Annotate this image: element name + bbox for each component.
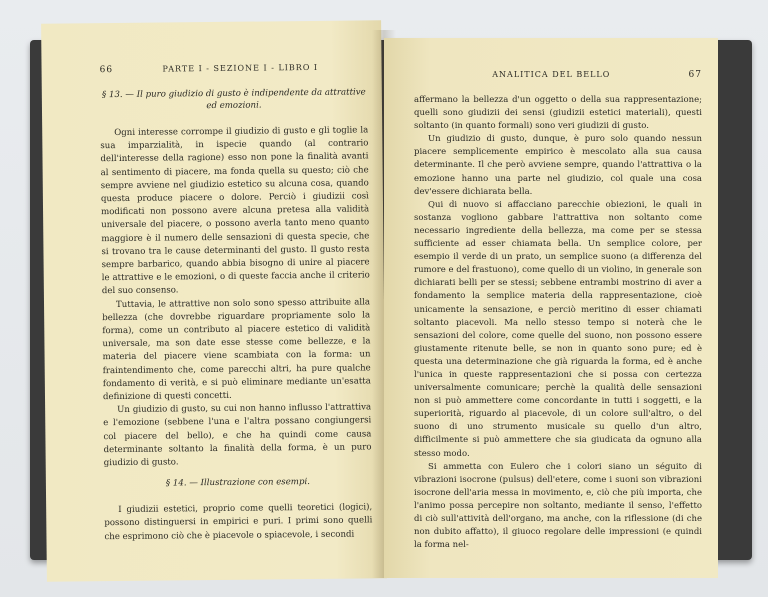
right-running-head: ANALITICA DEL BELLO bbox=[492, 70, 611, 79]
left-running-head: PARTE I - SEZIONE I - LIBRO I bbox=[162, 62, 319, 74]
left-paragraph: Tuttavia, le attrattive non solo sono spesso attribuite alla bellezza (che dovrebbe riguardare propriamente solo la forma), come un contributo al piacere estetico di validità universale, ma son date esse stesse come bellezze, e la materia del piacere viene scambiata con la forma: un fraintendimento che, come parecchi altri, ha pure qualche fondamento di verità, e si può eliminare mediante un'esatta definizione di questi concetti. bbox=[102, 297, 371, 403]
left-page-number: 66 bbox=[99, 65, 114, 76]
right-paragraph: affermano la bellezza d'un oggetto o della sua rappresentazione; quelli sono giudizii dei sensi (giudizii estetici materiali), questi soltanto (in quanto formali) sono veri giudizii di gusto. bbox=[414, 95, 702, 132]
section-13-title: § 13. — Il puro giudizio di gusto è indipendente da attrattive ed emozioni. bbox=[101, 87, 366, 112]
left-page-header bbox=[100, 62, 368, 75]
section-14-title: § 14. — Illustrazione con esempi. bbox=[165, 477, 310, 489]
right-page-header bbox=[414, 70, 702, 80]
right-paragraph: Un giudizio di gusto, dunque, è puro solo quando nessun piacere semplicemente empirico è mescolato alla sua causa determinante. Il che però avviene sempre, quando l'attrattiva o la emozione hanno una parte nel giudizio, col quale una cosa dev'essere dichiarata bella. bbox=[414, 134, 702, 197]
right-page-number: 67 bbox=[688, 70, 702, 80]
right-page bbox=[384, 38, 718, 578]
left-paragraph: Ogni interesse corrompe il giudizio di gusto e gli toglie la sua imparzialità, in ispecie quando (al contrario dell'interesse della ragione) esso non pone la finalità avanti al sentimento di piacere, ma fonda quella su questo; ciò che sempre avviene nel giudizio estetico su alcuna cosa, quando questa produce piacere o dolore. Perciò i giudizii così modificati non possono avere alcuna pretesa alla validità universale del piacere, o possono averla tanto meno quanto maggiore è il numero delle sensazioni di questa specie, che si trovano tra le cause determinanti del gusto. Il gusto resta sempre barbarico, quando abbia bisogno di unire al piacere le attrattive e le emozioni, o di queste faccia anche il criterio del suo consenso. bbox=[100, 125, 370, 297]
left-page bbox=[41, 20, 387, 582]
right-paragraph: Qui di nuovo si affacciano parecchie obiezioni, le quali in sostanza vogliono gabbare l'attrattiva non soltanto come necessario ingrediente della bellezza, ma come per se stessa sufficiente ad esser chiamata bella. Un semplice colore, per esempio il verde di un prato, un semplice suono (a differenza del rumore e del frastuono), come quello di un violino, in generale son dichiarati belli per se stessi; sebbene entrambi mostrino di aver a fondamento la semplice materia della rappresentazione, cioè unicamente la sensazione, e perciò meritino di esser chiamati soltanto piacevoli. Ma nello stesso tempo si noterà che le sensazioni del colore, come quelle del suono, non possono essere giustamente ritenute belle, se non in quanto sono pure; ed è questa una determinazione che già riguarda la forma, ed è anche l'unica in queste rappresentazioni che si possa con certezza universalmente comunicare; perchè la qualità delle sensazioni non si può ammettere come concordante in tutti i soggetti, e la superiorità, riguardo al piacevole, di un colore sull'altro, o del suono di uno strumento musicale su quello d'un altro, difficilmente si può ammettere che sia giudicata da ognuno alla stesso modo. bbox=[414, 199, 702, 459]
right-paragraph: Si ammetta con Eulero che i colori siano un séguito di vibrazioni isocrone (pulsus) dell'etere, come i suoni son vibrazioni isocrone dell'aria messa in movimento, e, ciò che più importa, che l'animo possa percepire non soltanto, mediante il senso, l'effetto di ciò sull'attività dell'organo, ma anche, con la riflessione (di che non dubito affatto), il giuoco regolare delle impressioni (e quindi la forma nel- bbox=[414, 461, 702, 551]
left-paragraph: Un giudizio di gusto, su cui non hanno influsso l'attrattiva e l'emozione (sebbene l'una e l'altra possano congiungersi col piacere del bello), e che ha quindi come causa determinante soltanto la finalità della forma, è un puro giudizio di gusto. bbox=[103, 402, 372, 469]
left-paragraph: I giudizii estetici, proprio come quelli teoretici (logici), possono distinguersi in empirici e puri. I primi sono quelli che esprimono ciò che è piacevole o spiacevole, i secondi bbox=[104, 502, 373, 542]
